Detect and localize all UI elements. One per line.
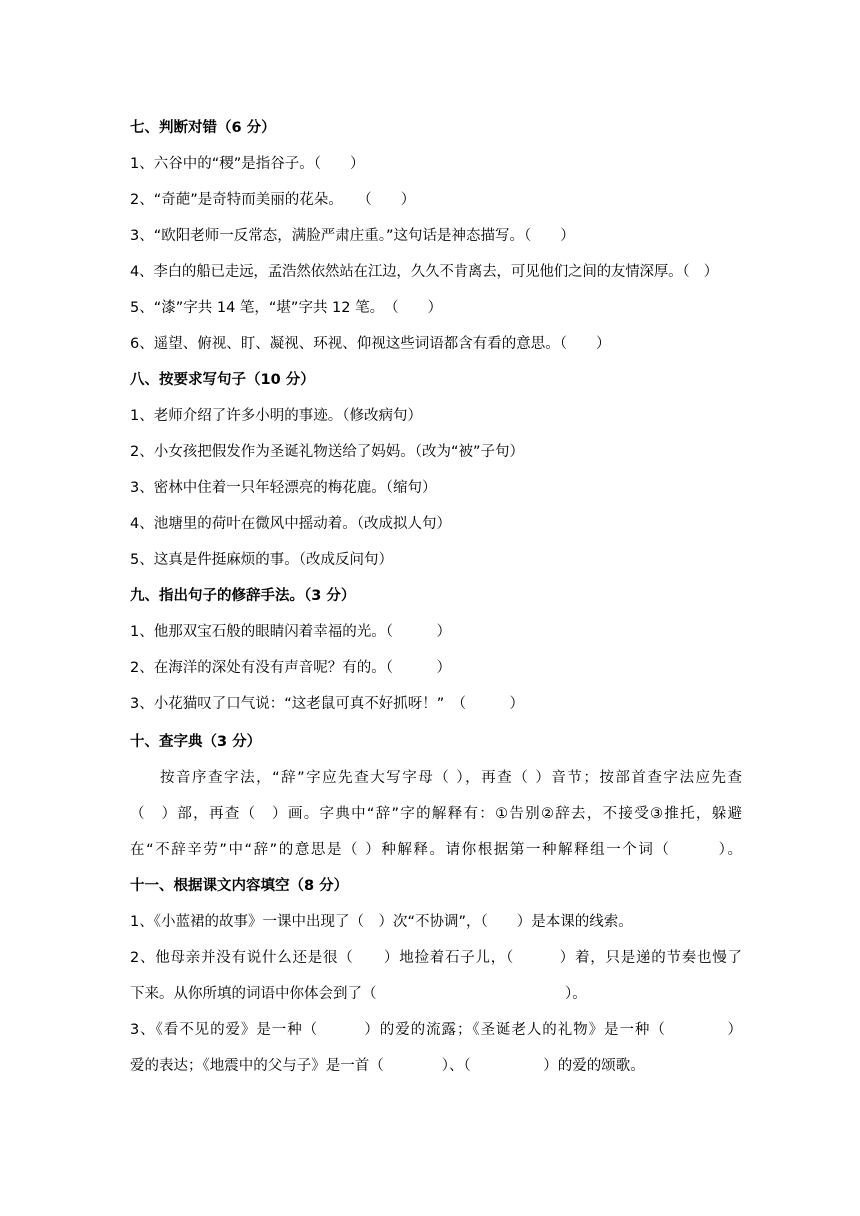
section-9-item-1: 1、他那双宝石般的眼睛闪着幸福的光。（ ） xyxy=(130,624,451,640)
section-10-para-line-1: 按音序查字法，“辞”字应先查大写字母（ ），再查（ ）音节；按部首查字法应先查 xyxy=(160,770,742,786)
section-7-item-3: 3、“欧阳老师一反常态，满脸严肃庄重。”这句话是神态描写。（ ） xyxy=(130,228,575,244)
section-11-line-3: 下来。从你所填的词语中你体会到了（ ）。 xyxy=(130,986,587,1002)
section-8-item-4: 4、池塘里的荷叶在微风中摇动着。（改成拟人句） xyxy=(130,516,451,532)
section-8-item-1: 1、老师介绍了许多小明的事迹。（修改病句） xyxy=(130,408,422,424)
section-10-para-line-2: （ ）部，再查（ ）画。字典中“辞”字的解释有：①告别②辞去，不接受③推托，躲避 xyxy=(130,806,742,822)
section-11-line-1: 1、《小蓝裙的故事》一课中出现了（ ）次“不协调”，（ ）是本课的线索。 xyxy=(130,914,633,930)
section-7-title: 七、判断对错（6 分） xyxy=(130,120,276,136)
section-8-title: 八、按要求写句子（10 分） xyxy=(130,372,315,388)
section-8-item-3: 3、密林中住着一只年轻漂亮的梅花鹿。（缩句） xyxy=(130,480,437,496)
section-10-para-line-3: 在“不辞辛劳”中“辞”的意思是（ ）种解释。请你根据第一种解释组一个词（ ）。 xyxy=(130,842,742,858)
section-7-item-1: 1、六谷中的“稷”是指谷子。（ ） xyxy=(130,156,365,172)
section-9-item-2: 2、在海洋的深处有没有声音呢？有的。（ ） xyxy=(130,660,451,676)
section-7-item-5: 5、“漆”字共 14 笔，“堪”字共 12 笔。 （ ） xyxy=(130,300,443,316)
section-10-title: 十、查字典（3 分） xyxy=(130,734,262,750)
section-7-item-6: 6、遥望、俯视、盯、凝视、环视、仰视这些词语都含有看的意思。（ ） xyxy=(130,336,611,352)
section-8-item-2: 2、小女孩把假发作为圣诞礼物送给了妈妈。（改为“被”子句） xyxy=(130,444,524,460)
section-7-item-4: 4、李白的船已走远，孟浩然依然站在江边，久久不肯离去，可见他们之间的友情深厚。（ ） xyxy=(130,264,719,280)
section-8-item-5: 5、这真是件挺麻烦的事。（改成反问句） xyxy=(130,552,393,568)
section-11-line-5: 爱的表达；《地震中的父与子》是一首（ ）、（ ）的爱的颂歌。 xyxy=(130,1058,645,1074)
section-11-line-2: 2、他母亲并没有说什么还是很（ ）地捡着石子儿，（ ）着，只是递的节奏也慢了 xyxy=(130,950,742,966)
section-7-item-2: 2、“奇葩”是奇特而美丽的花朵。 （ ） xyxy=(130,192,416,208)
section-11-title: 十一、根据课文内容填空（8 分） xyxy=(130,878,349,894)
section-9-item-3: 3、小花猫叹了口气说：“这老鼠可真不好抓呀！” （ ） xyxy=(130,696,524,712)
section-9-title: 九、指出句子的修辞手法。（3 分） xyxy=(130,588,356,604)
section-11-line-4: 3、《看不见的爱》是一种（ ）的爱的流露；《圣诞老人的礼物》是一种（ ） xyxy=(130,1022,742,1038)
